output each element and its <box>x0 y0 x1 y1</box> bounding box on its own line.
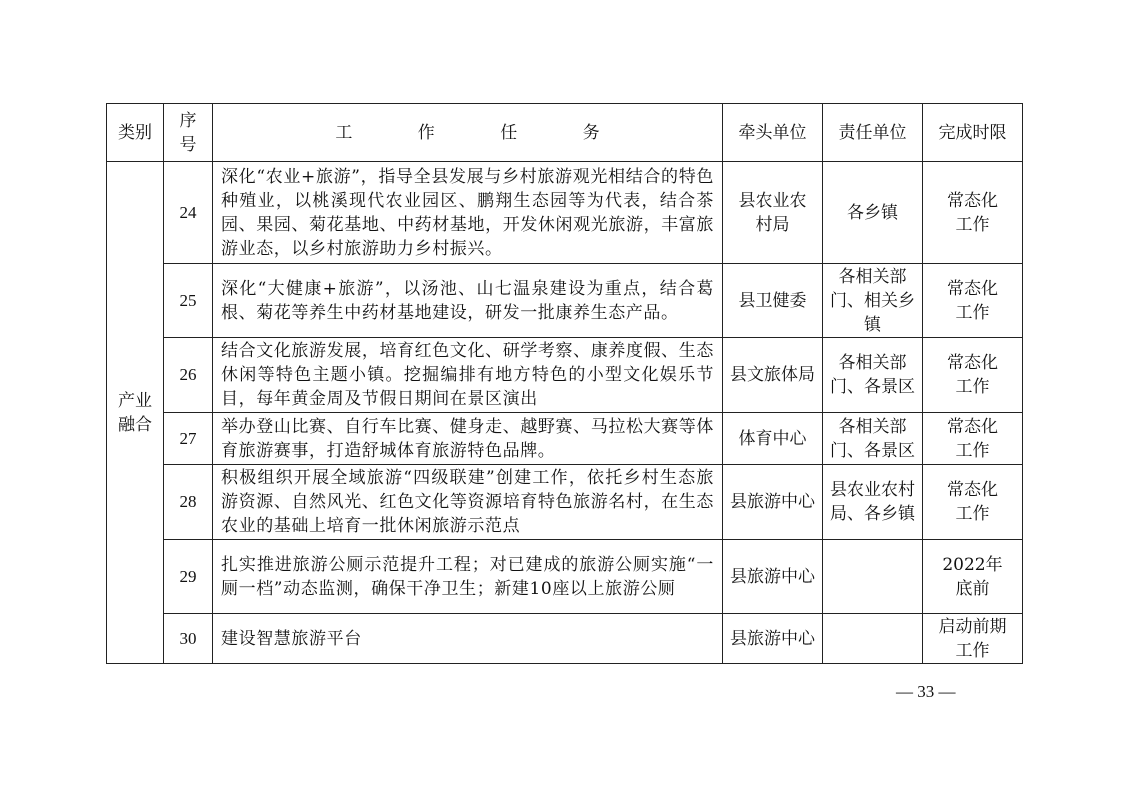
lead-cell: 县旅游中心 <box>723 540 823 614</box>
task-cell: 建设智慧旅游平台 <box>213 614 723 664</box>
deadline-text: 常态化工作 <box>947 416 998 461</box>
task-cell: 深化“大健康+旅游”，以汤池、山七温泉建设为重点，结合葛根、菊花等养生中药材基地建设，研发一批康养生态产品。 <box>213 264 723 338</box>
page-number: — 33 — <box>896 682 956 701</box>
header-responsible: 责任单位 <box>823 104 923 162</box>
responsible-cell <box>823 338 923 413</box>
deadline-text: 常态化工作 <box>947 278 998 323</box>
deadline-cell <box>923 338 1023 413</box>
table-row <box>107 162 1023 264</box>
table-row <box>107 465 1023 540</box>
table-row <box>107 413 1023 465</box>
header-task <box>213 104 723 162</box>
lead-cell <box>723 162 823 264</box>
seq-cell: 25 <box>164 264 213 338</box>
lead-text: 县农业农村局 <box>738 190 807 235</box>
task-cell: 结合文化旅游发展，培育红色文化、研学考察、康养度假、生态休闲等特色主题小镇。挖掘编排有地方特色的小型文化娱乐节目，每年黄金周及节假日期间在景区演出 <box>213 338 723 413</box>
header-task-text: 工 作 任 务 <box>335 122 630 143</box>
seq-cell: 29 <box>164 540 213 614</box>
seq-cell: 28 <box>164 465 213 540</box>
deadline-cell <box>923 264 1023 338</box>
deadline-cell <box>923 162 1023 264</box>
task-cell: 扎实推进旅游公厕示范提升工程；对已建成的旅游公厕实施“一厕一档”动态监测，确保干净卫生；新建10座以上旅游公厕 <box>213 540 723 614</box>
responsible-cell: 各乡镇 <box>823 162 923 264</box>
task-table <box>106 103 1023 664</box>
category-cell <box>107 162 164 664</box>
deadline-cell <box>923 413 1023 465</box>
responsible-cell <box>823 465 923 540</box>
task-cell: 深化“农业+旅游”，指导全县发展与乡村旅游观光相结合的特色种殖业，以桃溪现代农业园区、鹏翔生态园等为代表，结合茶园、果园、菊花基地、中药材基地，开发休闲观光旅游，丰富旅游业态，以乡村旅游助力乡村振兴。 <box>213 162 723 264</box>
task-cell: 积极组织开展全域旅游“四级联建”创建工作，依托乡村生态旅游资源、自然风光、红色文化等资源培育特色旅游名村，在生态农业的基础上培育一批休闲旅游示范点 <box>213 465 723 540</box>
table-row <box>107 540 1023 614</box>
table-row <box>107 264 1023 338</box>
header-category: 类别 <box>107 104 164 162</box>
table-header-row <box>107 104 1023 162</box>
table-row <box>107 614 1023 664</box>
lead-cell: 县文旅体局 <box>723 338 823 413</box>
responsible-cell <box>823 264 923 338</box>
responsible-text: 各相关部门、相关乡镇 <box>830 266 915 335</box>
deadline-text: 常态化工作 <box>947 480 998 524</box>
responsible-cell <box>823 413 923 465</box>
lead-cell: 体育中心 <box>723 413 823 465</box>
deadline-cell <box>923 540 1023 614</box>
table-row <box>107 338 1023 413</box>
responsible-text: 县农业农村局、各乡镇 <box>830 480 915 524</box>
deadline-cell <box>923 614 1023 664</box>
deadline-text: 常态化工作 <box>947 190 998 235</box>
deadline-text: 启动前期工作 <box>938 616 1007 661</box>
responsible-text: 各相关部门、各景区 <box>830 416 915 461</box>
responsible-text: 各相关部门、各景区 <box>830 353 915 397</box>
header-seq-text: 序号 <box>179 110 197 155</box>
category-text: 产业融合 <box>118 390 152 435</box>
lead-cell: 县旅游中心 <box>723 614 823 664</box>
header-lead: 牵头单位 <box>723 104 823 162</box>
responsible-cell <box>823 614 923 664</box>
deadline-cell <box>923 465 1023 540</box>
responsible-cell <box>823 540 923 614</box>
header-seq <box>164 104 213 162</box>
lead-cell: 县旅游中心 <box>723 465 823 540</box>
header-deadline: 完成时限 <box>923 104 1023 162</box>
seq-cell: 26 <box>164 338 213 413</box>
task-cell: 举办登山比赛、自行车比赛、健身走、越野赛、马拉松大赛等体育旅游赛事，打造舒城体育旅游特色品牌。 <box>213 413 723 465</box>
deadline-text: 2022年底前 <box>942 554 1003 599</box>
seq-cell: 27 <box>164 413 213 465</box>
deadline-text: 常态化工作 <box>947 353 998 397</box>
lead-cell: 县卫健委 <box>723 264 823 338</box>
seq-cell: 30 <box>164 614 213 664</box>
seq-cell: 24 <box>164 162 213 264</box>
